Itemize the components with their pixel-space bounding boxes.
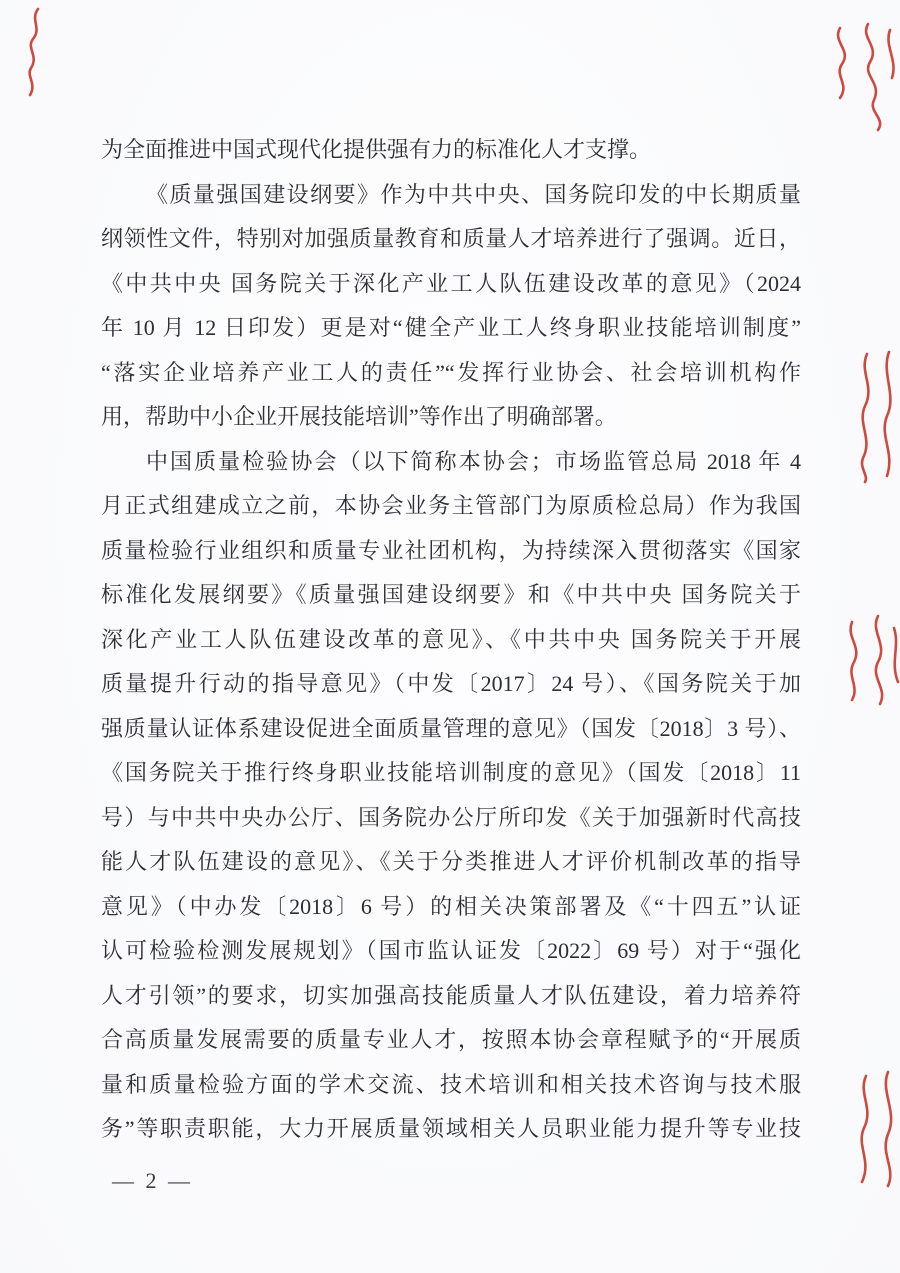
document-line: 能人才队伍建设的意见》、《关于分类推进人才评价机制改革的指导 xyxy=(101,849,801,874)
document-line: 年 10 月 12 日印发）更是对“健全产业工人终身职业技能培训制度” xyxy=(101,315,801,340)
document-line: 深化产业工人队伍建设改革的意见》、《中共中央 国务院关于开展 xyxy=(101,626,801,652)
document-line: 合高质量发展需要的质量专业人才，按照本协会章程赋予的“开展质 xyxy=(101,1027,801,1052)
document-line: 认可检验检测发展规划》（国市监认证发〔2022〕69 号）对于“强化 xyxy=(101,938,801,963)
document-line: “落实企业培养产业工人的责任”“发挥行业协会、社会培训机构作 xyxy=(101,359,801,385)
document-line: 质量检验行业组织和质量专业社团机构，为持续深入贯彻落实《国家 xyxy=(101,537,801,563)
document-line: 《质量强国建设纲要》作为中共中央、国务院印发的中长期质量 xyxy=(146,181,801,207)
document-line: 标准化发展纲要》《质量强国建设纲要》和《中共中央 国务院关于 xyxy=(101,582,801,607)
document-line: 《中共中央 国务院关于深化产业工人队伍建设改革的意见》（2024 xyxy=(101,270,801,296)
red-ink-mark-top-right xyxy=(830,20,900,135)
document-line: 号）与中共中央办公厅、国务院办公厅所印发《关于加强新时代高技 xyxy=(101,804,801,830)
page-number: — 2 — xyxy=(112,1168,193,1193)
red-ink-mark-right-upper xyxy=(855,350,900,485)
document-line: 务”等职责职能，大力开展质量领域相关人员职业能力提升等专业技 xyxy=(101,1116,801,1141)
document-line: 纲领性文件，特别对加强质量教育和质量人才培养进行了强调。近日， xyxy=(101,226,801,251)
document-line: 用，帮助中小企业开展技能培训”等作出了明确部署。 xyxy=(101,404,617,429)
document-line: 《国务院关于推行终身职业技能培训制度的意见》（国发〔2018〕11 xyxy=(101,760,801,785)
red-ink-mark-bottom-right xyxy=(854,1070,900,1190)
document-line: 意见》（中办发〔2018〕6 号）的相关决策部署及《“十四五”认证 xyxy=(101,893,801,919)
document-line: 中国质量检验协会（以下简称本协会；市场监管总局 2018 年 4 xyxy=(146,448,801,474)
document-line: 量和质量检验方面的学术交流、技术培训和相关技术咨询与技术服 xyxy=(101,1071,801,1097)
document-line: 人才引领”的要求，切实加强高技能质量人才队伍建设，着力培养符 xyxy=(101,982,801,1008)
red-ink-mark-top-left xyxy=(24,6,46,98)
document-body xyxy=(101,128,801,1152)
red-ink-mark-right-middle xyxy=(842,612,900,708)
document-line: 强质量认证体系建设促进全面质量管理的意见》（国发〔2018〕3 号）、 xyxy=(101,715,801,741)
document-line: 月正式组建成立之前，本协会业务主管部门为原质检总局）作为我国 xyxy=(101,493,801,518)
document-line: 为全面推进中国式现代化提供强有力的标准化人才支撑。 xyxy=(101,137,652,162)
document-line: 质量提升行动的指导意见》（中发〔2017〕24 号）、《国务院关于加 xyxy=(101,671,801,696)
